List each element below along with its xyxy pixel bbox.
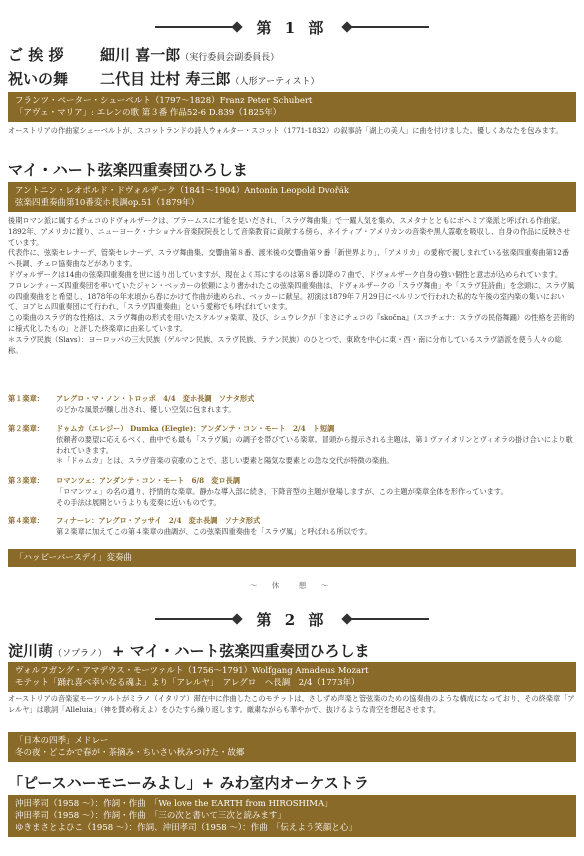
greeting-name: 細川 喜一郎 (100, 46, 181, 64)
movement-1 (8, 394, 576, 416)
movement-4 (8, 516, 576, 538)
mozart-box (8, 662, 576, 692)
movement-text: 第２楽章に加えてこの第４楽章の曲調が、この弦楽四重奏曲を「スラヴ風」と呼ばれる所以です。 (56, 526, 372, 536)
mozart-description: オーストリアの音楽家モーツァルトがミラノ（イタリア）滞在中に作曲したこのモテットは、さしずめ声楽と管弦楽のための協奏曲のような構成になっており、その終楽章「アレルヤ」は歌詞「Alleluia」（神を賛め称えよ）をひたすら繰り返します。厳粛ながらも華やかで、抜けるような青空を想起させます。 (8, 694, 575, 714)
yodogawa-title-line (8, 640, 369, 661)
peace-song: 沖田孝司（1958 〜）：作詞・作曲 「We love the EARTH from HIROSHIMA」 (15, 799, 333, 809)
schubert-box (8, 92, 576, 122)
dance-role: （人形アーティスト） (230, 77, 320, 87)
dvorak-paragraph: 代表作に、弦楽セレナーデ、管楽セレナーデ、スラヴ舞曲集、交響曲第８番、渡米後の交響曲第９番「新世界より」、「アメリカ」の愛称で親しまれている弦楽四重奏曲第12番ヘ長調、チェロ協奏曲などがあります。 (8, 248, 570, 269)
four-seasons-title: 「日本の四季」メドレー (15, 736, 109, 746)
movement-label: 第３楽章： (8, 476, 44, 485)
movement-heading: フィナーレ：アレグロ・アッサイ 2/4 変ホ長調 ソナタ形式 (56, 516, 261, 525)
schubert-work: 「アヴェ・マリア」: エレンの歌 第３番 作品52-6 D.839（1825年） (15, 108, 282, 118)
four-seasons-box (8, 732, 576, 762)
intermission: 〜 休 憩 〜 (249, 581, 335, 590)
mozart-composer: ヴォルフガング・アマデウス・モーツァルト（1756〜1791）Wolfgang Amadeus Mozart (15, 666, 369, 676)
dvorak-description (8, 216, 576, 356)
performer-name: 淀川萌 (8, 642, 54, 660)
mozart-work: モテット「踊れ喜べ幸いなる魂よ」より「アレルヤ」 アレグロ ヘ長調 2/4（1773年） (15, 678, 360, 688)
four-seasons-songs: 冬の夜・どこかで春が・茶摘み・ちいさい秋みつけた・故郷 (15, 748, 245, 758)
schubert-description: オーストリアの作曲家シューベルトが、スコットランドの詩人ウォルター・スコット（1771-1832）の叙事詩「湖上の美人」に曲を付けました。優しくあなたを包みます。 (8, 126, 563, 135)
movement-label: 第４楽章： (8, 516, 44, 525)
part1-title: 第 1 部 (256, 18, 328, 37)
ornament-right-icon (343, 22, 429, 32)
part2-header (0, 608, 584, 630)
part1-header (0, 16, 584, 38)
happy-birthday-title: 「ハッピーバースデイ」変奏曲 (15, 553, 133, 563)
dvorak-paragraph: 後期ロマン派に属するチェコのドヴォルザークは、ブラームスに才能を見いだされ、「スラヴ舞曲集」で一躍人気を集め、スメタナとともにボヘミア楽派と呼ばれる作曲家。1892年、アメリカに渡り、ニューヨーク・ナショナル音楽院院長として音楽教育に貢献する傍ら、ネイティブ・アメリカンの音楽や黒人霊歌を吸収し、自身の作品に反映させています。 (8, 216, 571, 247)
dvorak-box (8, 182, 576, 212)
happy-birthday-box (8, 549, 576, 567)
peace-song: ゆきまさとよひこ（1958 〜）：作詞、沖田孝司（1958 〜）：作曲 「伝えよう笑顔と心」 (15, 823, 357, 833)
dance-line (100, 68, 319, 89)
movement-heading: アレグロ・マ・ノン・トロッポ 4/4 変ホ長調 ソナタ形式 (56, 394, 255, 403)
dvorak-paragraph: フロレンティーズ四重奏団を率いていたジャン・ベッカーの依頼により書かれたこの弦楽四重奏曲は、ドヴォルザークの「スラヴ舞曲」や「スラヴ狂詩曲」を念頭に、スラヴ風の四重奏曲をと希望し、1878年の年末頃から春にかけて作曲が進められ、ベッカーに献呈。初演は1879年７月29日にベルリンで行われた私的な午後の室内楽の集いにおいて、ヨアヒム四重奏団にて行われ、「スラヴ四重奏曲」という愛称でも呼ばれています。 (8, 280, 575, 312)
greeting-label: ご 挨 拶 (8, 46, 64, 64)
greeting-line (100, 44, 279, 65)
dvorak-paragraph: この楽曲のスラヴ的な性格は、スラヴ舞曲の形式を用いたスケルツォ楽章、及び、シュウレクが「まさにチェコの『skočna』（スコチェナ：スラヴの民俗舞踊）の性格を芸術的に様式化したもの」と評した終楽章に由来しています。 (8, 313, 575, 333)
movement-text: 依頼者の要望に応えるべく、曲中でも最も「スラヴ風」の調子を帯びている楽章。冒頭から提示される主題は、第１ヴァイオリンとヴィオラの掛け合いにより歌われていきます。 (56, 434, 573, 455)
movement-label: 第２楽章： (8, 424, 44, 433)
movement-3 (8, 476, 576, 508)
performer-ensemble: + マイ・ハート弦楽四重奏団ひろしま (111, 642, 370, 660)
quartet-title: マイ・ハート弦楽四重奏団ひろしま (8, 161, 248, 179)
movement-label: 第１楽章： (8, 394, 44, 403)
movement-2 (8, 424, 576, 467)
dvorak-composer: アントニン・レオポルド・ドヴォルザーク（1841〜1904）Antonín Leopold Dvořák (15, 186, 349, 196)
ornament-left-icon (155, 22, 241, 32)
peace-harmony-title: 「ピースハーモニーみよし」+ みわ室内オーケストラ (8, 774, 369, 792)
dance-name: 二代目 辻村 寿三郎 (100, 70, 231, 88)
dvorak-work: 弦楽四重奏曲第10番変ホ長調op.51（1879年） (15, 198, 200, 208)
movement-text: その手法は展開というよりも変奏に近いものです。 (56, 497, 221, 507)
ornament-left-icon (155, 614, 241, 624)
part2-title: 第 2 部 (256, 610, 328, 629)
movement-text: 「ロマンツェ」の名の通り、抒情的な楽章。静かな導入部に続き、下降音型の主題が登場しますが、この主題が楽章全体を形作っています。 (56, 486, 508, 496)
dvorak-footnote: ＊スラヴ民族（Slavs）：ヨーロッパの三大民族（ゲルマン民族、スラヴ民族、ラテン民族）のひとつで、東欧を中心に東・西・南に分布しているスラヴ語派を使う人々の総称。 (8, 334, 562, 355)
movement-text: のどかな風景が醸し出され、優しい空気に包まれます。 (56, 404, 236, 414)
dvorak-paragraph: ドヴォルザークは14曲の弦楽四重奏曲を世に送り出していますが、現在よく耳にするのは第８番以降の７曲で、ドヴォルザーク自身の強い個性と意志が込められています。 (8, 269, 563, 279)
peace-song: 沖田孝司（1958 〜）：作詞・作曲 「三の次と書いて三次と読みます」 (15, 811, 286, 821)
movement-heading: ロマンツェ：アンダンテ・コン・モート 6/8 変ロ長調 (56, 476, 241, 485)
performer-voice: （ソプラノ） (53, 649, 107, 659)
peace-harmony-box (8, 795, 576, 837)
schubert-composer: フランツ・ペーター・シューベルト（1797〜1828）Franz Peter Schubert (15, 96, 313, 106)
dance-label: 祝いの舞 (8, 70, 69, 88)
greeting-role: （実行委員会副委員長） (180, 53, 280, 63)
movement-heading: ドゥムカ（エレジー） Dumka (Elegie)：アンダンテ・コン・モート 2/4 ト短調 (56, 424, 335, 433)
movement-note: ＊「ドゥムカ」とは、スラヴ音楽の哀歌のことで、悲しい要素と陽気な要素との急な交代が特徴の楽曲。 (56, 456, 394, 466)
ornament-right-icon (343, 614, 429, 624)
